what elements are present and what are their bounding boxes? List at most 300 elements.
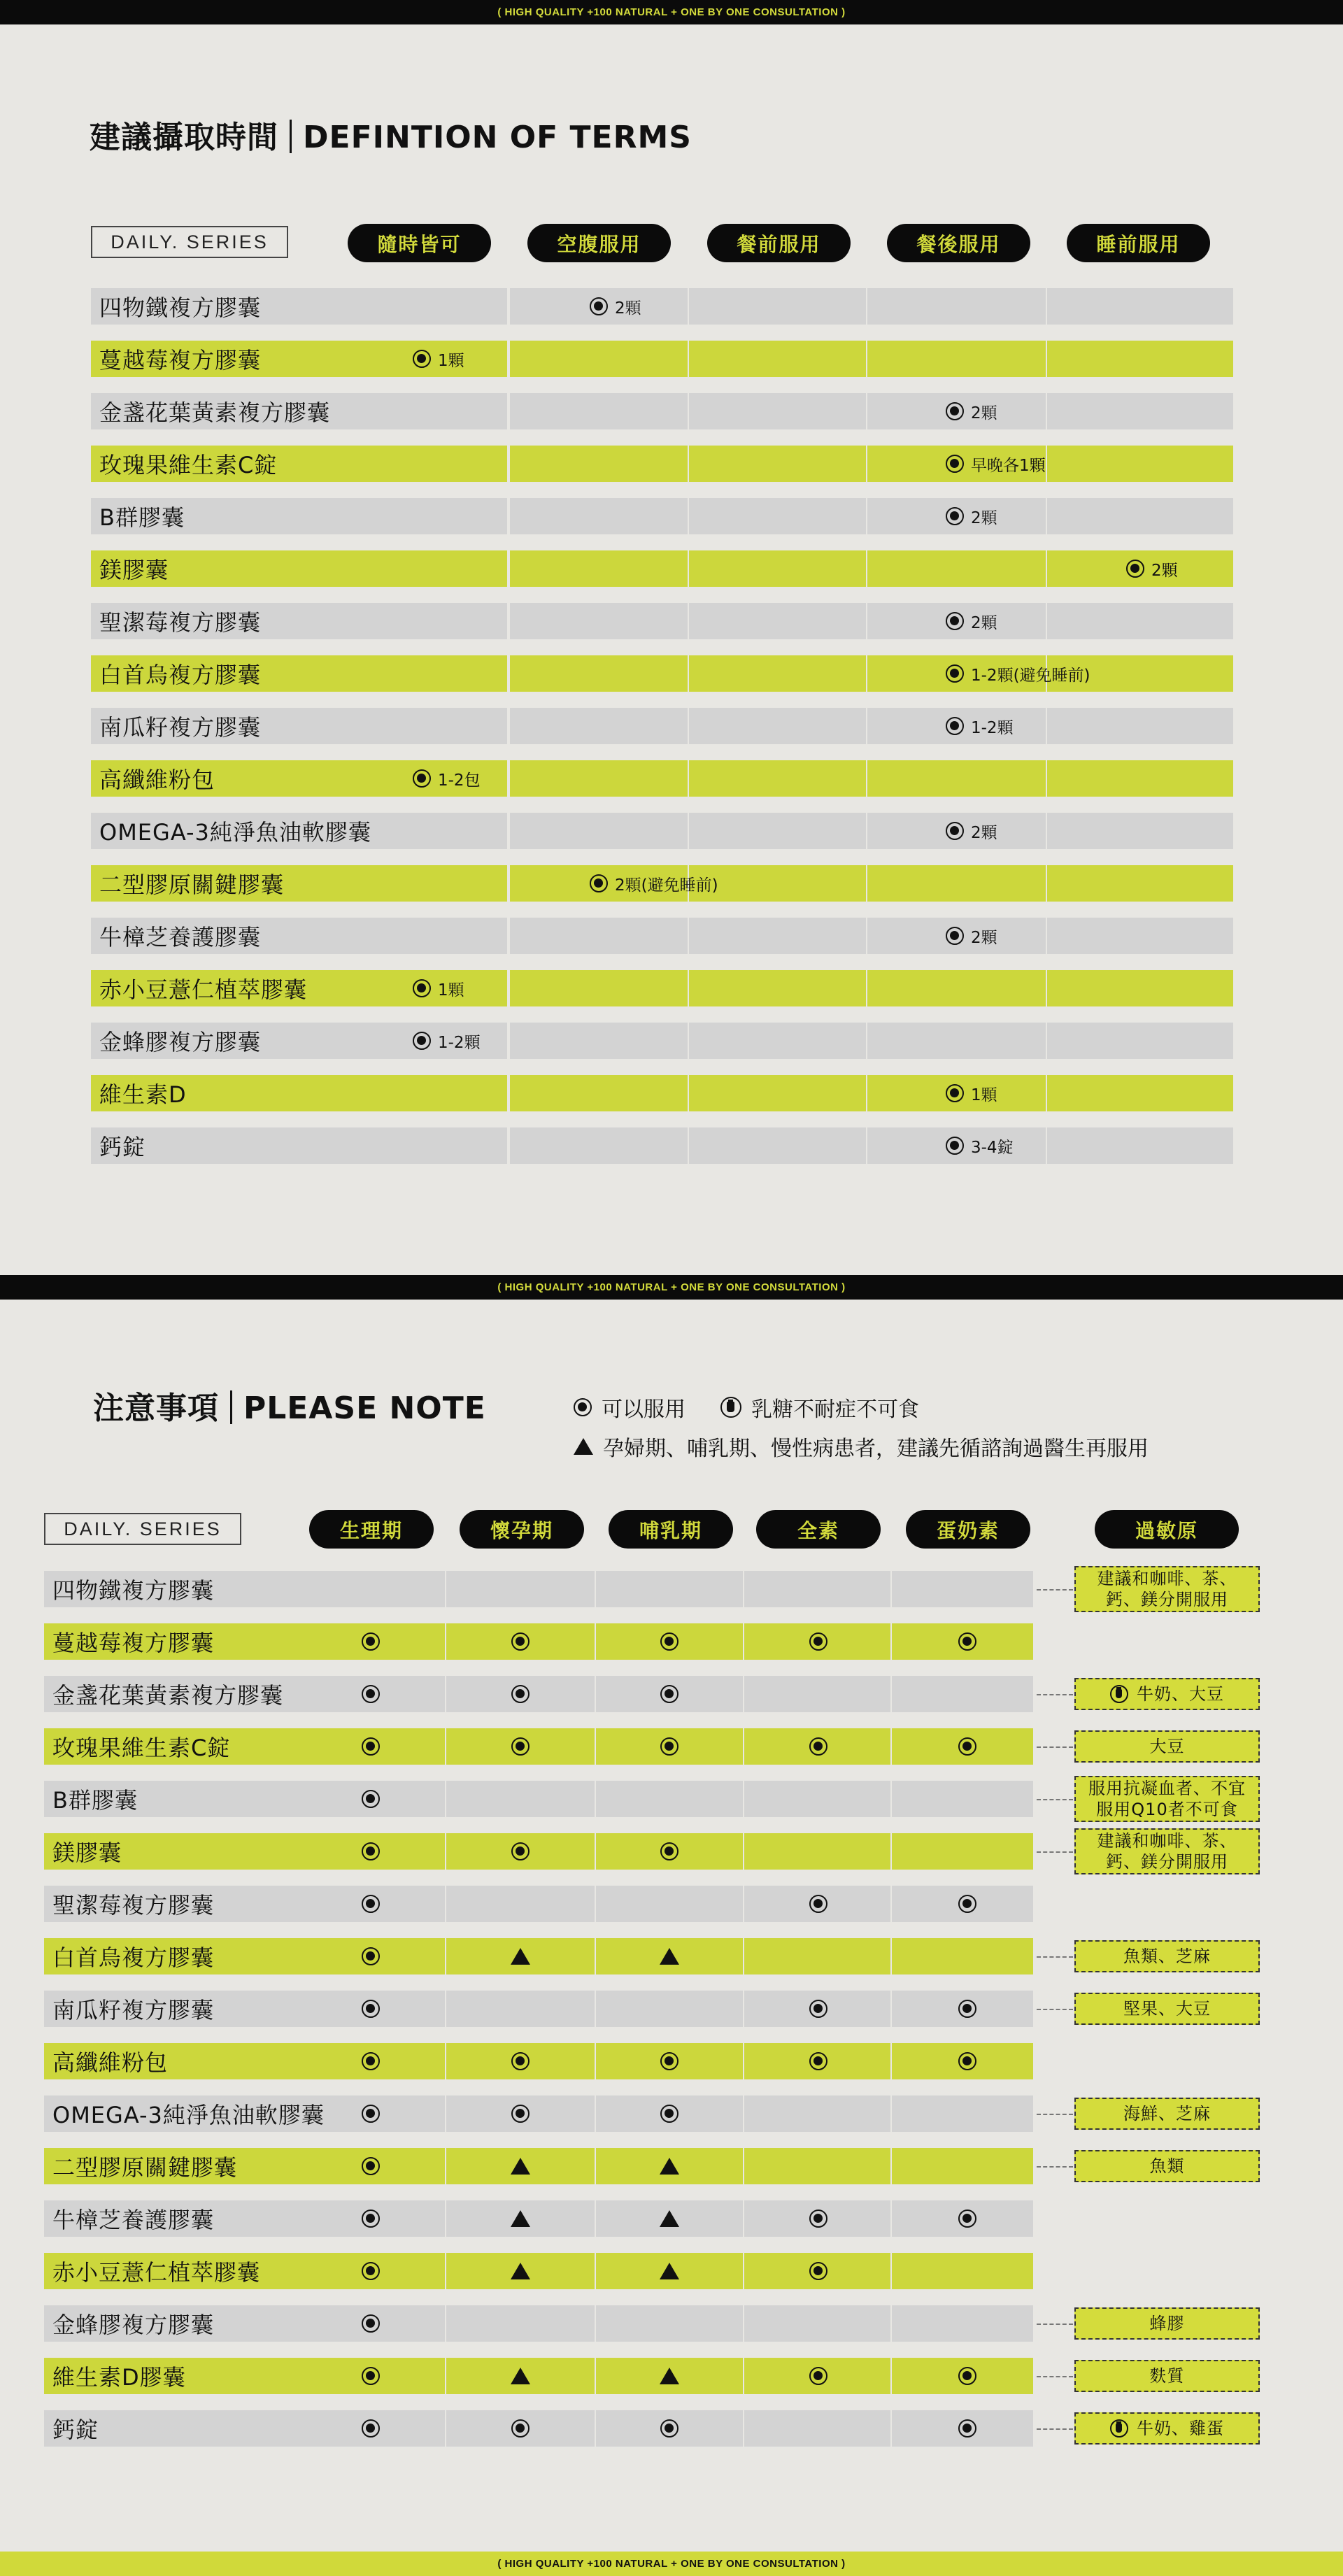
lactose-icon — [1110, 1685, 1128, 1703]
circle-dot-icon — [946, 612, 964, 630]
table-cell — [596, 1781, 743, 1817]
product-name-cell — [44, 2148, 445, 2184]
ok-mark — [357, 2148, 385, 2184]
ok-mark — [506, 1623, 534, 1660]
circle-dot-icon — [660, 2105, 678, 2123]
table-row — [0, 1127, 1343, 1164]
triangle-icon — [511, 2210, 530, 2227]
ok-mark — [804, 2200, 832, 2237]
table-cell — [446, 1781, 595, 1817]
table-cell — [510, 1023, 688, 1059]
table-row — [0, 2200, 1343, 2237]
dose-mark — [413, 760, 481, 797]
ok-mark — [655, 1623, 683, 1660]
circle-dot-icon — [362, 2052, 380, 2070]
allergen-connector — [1037, 1589, 1073, 1591]
table-row — [0, 498, 1343, 534]
table-cell — [510, 498, 688, 534]
circle-dot-icon — [958, 2209, 976, 2228]
product-name: 聖潔莓複方膠囊 — [99, 609, 262, 636]
table-cell — [1047, 1075, 1233, 1111]
product-name-cell — [91, 708, 507, 744]
circle-dot-icon — [362, 2209, 380, 2228]
dose-text: 2顆 — [971, 508, 997, 527]
table-cell — [1047, 708, 1233, 744]
table-cell — [689, 288, 866, 325]
dose-text: 2顆 — [971, 928, 997, 947]
ok-mark — [506, 2410, 534, 2447]
circle-dot-icon — [946, 1084, 964, 1102]
table-cell — [1047, 446, 1233, 482]
ok-mark — [357, 1676, 385, 1712]
product-name: 二型膠原關鍵膠囊 — [99, 871, 285, 898]
product-name: 金盞花葉黃素複方膠囊 — [99, 399, 331, 426]
table-cell — [892, 2253, 1033, 2289]
table-cell — [446, 1991, 595, 2027]
triangle-icon — [660, 2210, 679, 2227]
dose-mark — [946, 708, 1014, 744]
table-cell — [1047, 813, 1233, 849]
ok-mark — [804, 2043, 832, 2079]
ok-mark — [655, 2410, 683, 2447]
table-row — [0, 446, 1343, 482]
table-cell — [510, 918, 688, 954]
circle-dot-icon — [660, 1842, 678, 1860]
allergen-text: 海鮮、芝麻 — [1123, 2104, 1211, 2123]
table-cell — [744, 1781, 890, 1817]
dose-mark — [946, 603, 997, 639]
table-cell — [510, 1127, 688, 1164]
caution-mark — [506, 1938, 534, 1974]
dose-text: 2顆 — [615, 299, 641, 318]
product-name-cell — [91, 655, 507, 692]
product-name: 南瓜籽複方膠囊 — [99, 714, 262, 741]
caution-mark — [506, 2253, 534, 2289]
circle-dot-icon — [511, 2105, 530, 2123]
circle-dot-icon — [958, 2052, 976, 2070]
circle-dot-icon — [1126, 560, 1144, 578]
ok-mark — [655, 2043, 683, 2079]
table-cell — [1047, 288, 1233, 325]
caution-mark — [506, 2148, 534, 2184]
dose-mark — [946, 813, 997, 849]
allergen-text: 牛奶、大豆 — [1137, 1684, 1224, 1704]
allergen-connector — [1037, 1956, 1073, 1958]
dose-mark — [413, 970, 464, 1006]
table-cell — [1047, 393, 1233, 429]
triangle-icon — [660, 2368, 679, 2384]
product-name: 赤小豆薏仁植萃膠囊 — [99, 976, 308, 1003]
table-row — [0, 760, 1343, 797]
product-name: 白首烏複方膠囊 — [52, 1944, 215, 1971]
table-cell — [867, 970, 1046, 1006]
circle-dot-icon — [362, 1737, 380, 1756]
dose-text: 1-2顆 — [971, 718, 1014, 737]
table-cell — [744, 2148, 890, 2184]
circle-dot-icon — [809, 1895, 827, 1913]
product-name-cell — [44, 2358, 445, 2394]
allergen-text: 麩質 — [1149, 2366, 1185, 2386]
product-name: OMEGA-3純淨魚油軟膠囊 — [99, 819, 371, 846]
product-name-cell — [91, 918, 507, 954]
table-row — [0, 550, 1343, 587]
table-cell — [892, 1938, 1033, 1974]
allergen-text: 堅果、大豆 — [1123, 1999, 1211, 2019]
dose-text: 1顆 — [438, 981, 464, 999]
top-banner: ( HIGH QUALITY +100 NATURAL + ONE BY ONE CONSULTATION ) — [0, 0, 1343, 24]
product-name: 鎂膠囊 — [52, 1840, 122, 1866]
ok-mark — [953, 2358, 981, 2394]
allergen-text: 建議和咖啡、茶、鈣、鎂分開服用 — [1097, 1831, 1237, 1872]
table-cell — [892, 2148, 1033, 2184]
column-header: 懷孕期 — [460, 1510, 584, 1549]
caution-mark — [506, 2358, 534, 2394]
ok-mark — [953, 2043, 981, 2079]
dose-mark — [946, 446, 1046, 482]
table-row — [0, 1623, 1343, 1660]
product-name-cell — [44, 1886, 445, 1922]
allergen-note — [1074, 2150, 1260, 2182]
table-row — [0, 655, 1343, 692]
table-cell — [892, 2095, 1033, 2132]
dose-mark — [946, 918, 997, 954]
dose-mark — [413, 1023, 481, 1059]
ok-mark — [804, 2253, 832, 2289]
table-row — [0, 813, 1343, 849]
product-name: 金蜂膠複方膠囊 — [52, 2312, 215, 2338]
caution-mark — [655, 2148, 683, 2184]
ok-mark — [804, 1886, 832, 1922]
product-name: 四物鐵複方膠囊 — [99, 294, 262, 321]
table-cell — [744, 1833, 890, 1870]
circle-dot-icon — [413, 350, 431, 368]
dose-text: 1顆 — [971, 1086, 997, 1104]
table-cell — [1047, 341, 1233, 377]
table-row — [0, 708, 1343, 744]
table-cell — [510, 1075, 688, 1111]
circle-dot-icon — [413, 769, 431, 788]
table-cell — [744, 1938, 890, 1974]
triangle-icon — [574, 1438, 593, 1455]
ok-mark — [506, 1833, 534, 1870]
product-name-cell — [44, 2305, 445, 2342]
product-name-cell — [91, 393, 507, 429]
circle-dot-icon — [413, 1032, 431, 1050]
circle-dot-icon — [660, 1737, 678, 1756]
table-cell — [446, 1571, 595, 1607]
circle-dot-icon — [946, 402, 964, 420]
lactose-icon — [1110, 2419, 1128, 2438]
column-header: 生理期 — [309, 1510, 434, 1549]
dose-text: 3-4錠 — [971, 1138, 1014, 1157]
product-name-cell — [91, 603, 507, 639]
table-cell — [510, 708, 688, 744]
circle-dot-icon — [809, 2209, 827, 2228]
circle-dot-icon — [946, 927, 964, 945]
allergen-connector — [1037, 1851, 1073, 1853]
table-cell — [510, 603, 688, 639]
dose-text: 1顆 — [438, 351, 464, 370]
allergen-note — [1074, 1993, 1260, 2025]
ok-mark — [506, 2095, 534, 2132]
title-divider — [230, 1390, 232, 1424]
allergen-note — [1074, 1678, 1260, 1710]
table-cell — [510, 760, 688, 797]
table-cell — [1047, 1127, 1233, 1164]
table-cell — [1047, 918, 1233, 954]
dose-mark — [1126, 550, 1178, 587]
dose-mark — [590, 865, 718, 902]
product-name: OMEGA-3純淨魚油軟膠囊 — [52, 2102, 325, 2128]
dose-mark — [946, 655, 1090, 692]
caution-mark — [655, 2253, 683, 2289]
circle-dot-icon — [362, 2367, 380, 2385]
table-row — [0, 918, 1343, 954]
allergen-connector — [1037, 2114, 1073, 2115]
ok-mark — [804, 1728, 832, 1765]
table-row — [0, 1023, 1343, 1059]
product-name-cell — [44, 2200, 445, 2237]
product-name: 玫瑰果維生素C錠 — [52, 1735, 231, 1761]
ok-mark — [953, 2200, 981, 2237]
ok-mark — [953, 1728, 981, 1765]
allergen-text: 牛奶、雞蛋 — [1137, 2419, 1224, 2438]
allergen-connector — [1037, 2324, 1073, 2325]
allergen-text: 魚類、芝麻 — [1123, 1947, 1211, 1966]
circle-dot-icon — [362, 2419, 380, 2438]
circle-dot-icon — [809, 2052, 827, 2070]
product-name-cell — [91, 550, 507, 587]
table-row — [0, 2043, 1343, 2079]
product-name-cell — [44, 1676, 445, 1712]
circle-dot-icon — [362, 1685, 380, 1703]
table-cell — [689, 813, 866, 849]
table-cell — [446, 2305, 595, 2342]
ok-mark — [357, 1781, 385, 1817]
circle-dot-icon — [590, 297, 608, 315]
column-header: 全素 — [756, 1510, 881, 1549]
table-cell — [1047, 1023, 1233, 1059]
circle-dot-icon — [362, 1947, 380, 1965]
table-cell — [596, 1886, 743, 1922]
circle-dot-icon — [660, 1685, 678, 1703]
dose-text: 2顆 — [1151, 561, 1178, 580]
title-divider — [290, 120, 292, 153]
dose-text: 1-2顆 — [438, 1033, 481, 1052]
product-name: 金盞花葉黃素複方膠囊 — [52, 1682, 284, 1709]
table-cell — [510, 393, 688, 429]
circle-dot-icon — [946, 664, 964, 683]
table-row — [0, 393, 1343, 429]
ok-mark — [357, 1938, 385, 1974]
table-cell — [689, 970, 866, 1006]
allergen-connector — [1037, 2428, 1073, 2430]
product-name: 鈣錠 — [99, 1134, 146, 1160]
table-cell — [892, 2305, 1033, 2342]
circle-dot-icon — [958, 1895, 976, 1913]
table-cell — [689, 603, 866, 639]
table-cell — [689, 446, 866, 482]
dose-text: 1-2包 — [438, 771, 481, 790]
product-name: B群膠囊 — [52, 1787, 138, 1814]
product-name: 玫瑰果維生素C錠 — [99, 452, 278, 478]
circle-dot-icon — [511, 1737, 530, 1756]
table-cell — [892, 1781, 1033, 1817]
table-cell — [510, 813, 688, 849]
ok-mark — [506, 2043, 534, 2079]
triangle-icon — [511, 1948, 530, 1965]
allergen-text: 蜂膠 — [1149, 2314, 1185, 2333]
product-name-cell — [91, 1127, 507, 1164]
section1-title: 建議攝取時間 DEFINTION OF TERMS — [90, 120, 692, 155]
product-name-cell — [44, 1623, 445, 1660]
circle-dot-icon — [958, 1632, 976, 1651]
table-cell — [510, 970, 688, 1006]
circle-dot-icon — [362, 1842, 380, 1860]
circle-dot-icon — [946, 717, 964, 735]
allergen-text: 大豆 — [1149, 1737, 1185, 1756]
table-cell — [892, 1833, 1033, 1870]
circle-dot-icon — [362, 1790, 380, 1808]
product-name-cell — [91, 288, 507, 325]
allergen-text: 服用抗凝血者、不宜服用Q10者不可食 — [1088, 1779, 1246, 1819]
allergen-note — [1074, 1828, 1260, 1874]
product-name: 維生素D — [99, 1081, 187, 1108]
table-row — [0, 341, 1343, 377]
allergen-connector — [1037, 1694, 1073, 1695]
triangle-icon — [660, 1948, 679, 1965]
ok-mark — [655, 1728, 683, 1765]
allergen-note — [1074, 2360, 1260, 2392]
product-name-cell — [44, 1991, 445, 2027]
circle-dot-icon — [946, 822, 964, 840]
circle-dot-icon — [574, 1398, 592, 1416]
allergen-note — [1074, 1776, 1260, 1822]
ok-mark — [953, 1886, 981, 1922]
table-row — [0, 2253, 1343, 2289]
product-name-cell — [44, 1833, 445, 1870]
table-cell — [1047, 603, 1233, 639]
middle-banner: ( HIGH QUALITY +100 NATURAL + ONE BY ONE CONSULTATION ) — [0, 1275, 1343, 1300]
circle-dot-icon — [511, 1842, 530, 1860]
table-cell — [446, 1886, 595, 1922]
product-name: 白首烏複方膠囊 — [99, 662, 262, 688]
circle-dot-icon — [362, 2000, 380, 2018]
ok-mark — [953, 1623, 981, 1660]
table-cell — [867, 760, 1046, 797]
dose-text: 2顆(避免睡前) — [615, 876, 718, 895]
allergen-note — [1074, 1940, 1260, 1972]
ok-mark — [655, 1833, 683, 1870]
ok-mark — [357, 2358, 385, 2394]
column-header: 哺乳期 — [609, 1510, 733, 1549]
circle-dot-icon — [413, 979, 431, 997]
ok-mark — [357, 1623, 385, 1660]
allergen-text: 魚類 — [1149, 2156, 1185, 2176]
table-cell — [689, 760, 866, 797]
circle-dot-icon — [958, 2367, 976, 2385]
product-name: 赤小豆薏仁植萃膠囊 — [52, 2259, 261, 2286]
product-name: 高纖維粉包 — [99, 767, 215, 793]
table-cell — [510, 341, 688, 377]
table-cell — [1047, 865, 1233, 902]
allergen-text: 建議和咖啡、茶、鈣、鎂分開服用 — [1097, 1569, 1237, 1609]
dose-text: 2顆 — [971, 613, 997, 632]
table-row — [0, 288, 1343, 325]
product-name-cell — [44, 2043, 445, 2079]
ok-mark — [655, 1676, 683, 1712]
table-cell — [1047, 760, 1233, 797]
table-cell — [689, 1127, 866, 1164]
product-name: 蔓越莓複方膠囊 — [52, 1630, 215, 1656]
product-name-cell — [44, 2253, 445, 2289]
circle-dot-icon — [958, 2000, 976, 2018]
product-name: 蔓越莓複方膠囊 — [99, 347, 262, 373]
circle-dot-icon — [362, 1895, 380, 1913]
triangle-icon — [511, 2368, 530, 2384]
ok-mark — [357, 1833, 385, 1870]
product-name: 維生素D膠囊 — [52, 2364, 186, 2391]
product-name: 高纖維粉包 — [52, 2049, 169, 2076]
table-cell — [892, 1571, 1033, 1607]
circle-dot-icon — [511, 2419, 530, 2438]
table-cell — [1047, 498, 1233, 534]
table-cell — [744, 2095, 890, 2132]
dose-mark — [946, 498, 997, 534]
allergen-note — [1074, 1566, 1260, 1612]
circle-dot-icon — [362, 2157, 380, 2175]
product-name: B群膠囊 — [99, 504, 185, 531]
allergen-note — [1074, 2307, 1260, 2340]
circle-dot-icon — [511, 1685, 530, 1703]
table-cell — [689, 918, 866, 954]
triangle-icon — [660, 2263, 679, 2279]
table-cell — [510, 550, 688, 587]
column-header: 空腹服用 — [527, 224, 671, 262]
table-row — [0, 603, 1343, 639]
table-cell — [596, 2305, 743, 2342]
dose-mark — [413, 341, 464, 377]
table-row — [0, 970, 1343, 1006]
table-cell — [596, 1991, 743, 2027]
circle-dot-icon — [958, 1737, 976, 1756]
dose-text: 2顆 — [971, 404, 997, 422]
table-cell — [867, 1023, 1046, 1059]
circle-dot-icon — [511, 2052, 530, 2070]
triangle-icon — [511, 2263, 530, 2279]
ok-mark — [357, 2043, 385, 2079]
circle-dot-icon — [362, 2314, 380, 2333]
allergen-connector — [1037, 2009, 1073, 2010]
table-cell — [867, 288, 1046, 325]
bottom-banner: ( HIGH QUALITY +100 NATURAL + ONE BY ONE CONSULTATION ) — [0, 2552, 1343, 2576]
table-cell — [689, 341, 866, 377]
allergen-header: 過敏原 — [1095, 1510, 1239, 1549]
product-name: 鎂膠囊 — [99, 557, 169, 583]
circle-dot-icon — [946, 1137, 964, 1155]
table-cell — [744, 1571, 890, 1607]
legend-caution: 孕婦期、哺乳期、慢性病患者，建議先循諮詢過醫生再服用 — [574, 1431, 1149, 1462]
circle-dot-icon — [590, 874, 608, 892]
ok-mark — [804, 1991, 832, 2027]
product-name-cell — [91, 1075, 507, 1111]
column-header: 餐後服用 — [887, 224, 1030, 262]
table-cell — [689, 498, 866, 534]
caution-mark — [506, 2200, 534, 2237]
ok-mark — [655, 2095, 683, 2132]
product-name: 牛樟芝養護膠囊 — [52, 2207, 215, 2233]
ok-mark — [357, 2410, 385, 2447]
